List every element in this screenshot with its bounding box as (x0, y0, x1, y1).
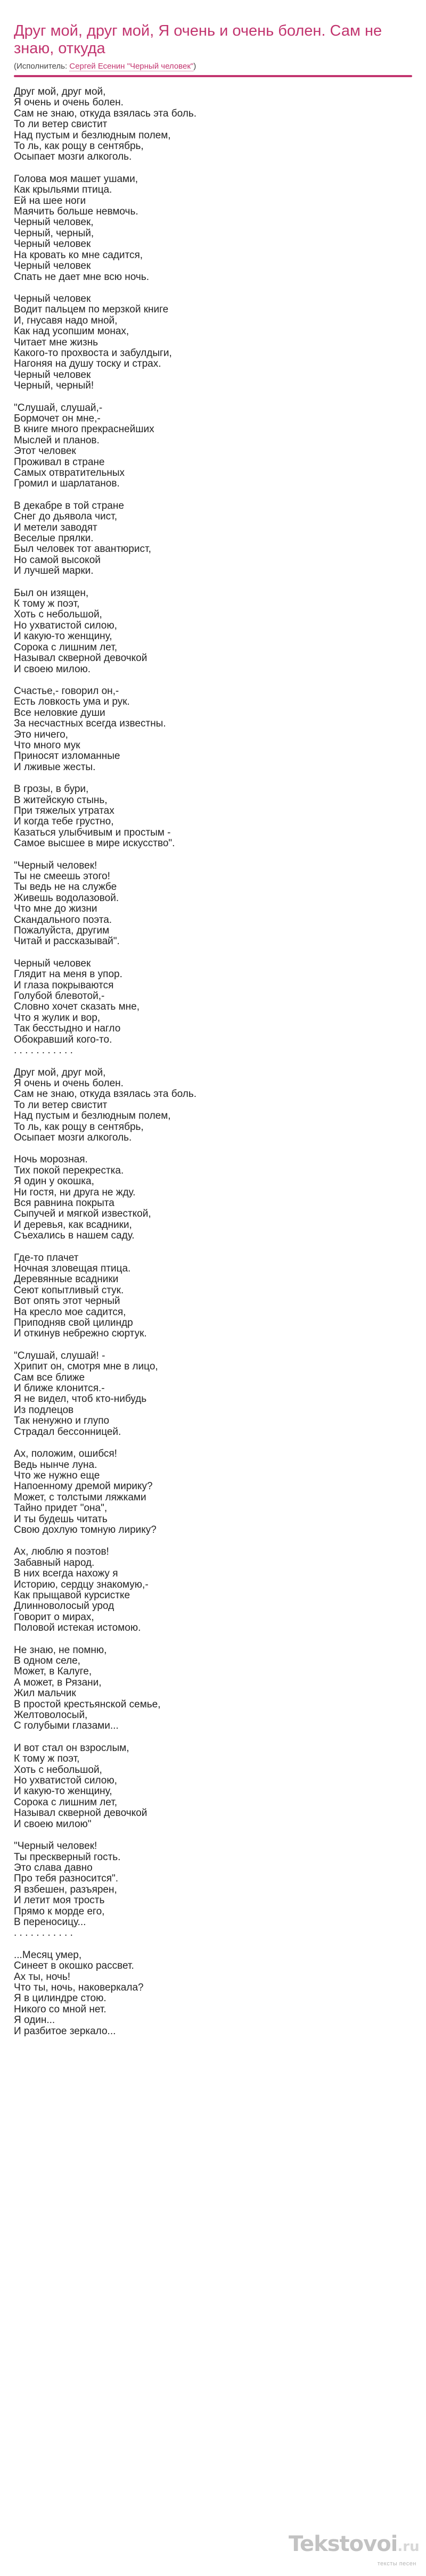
lyrics-line: Ах, люблю я поэтов! (14, 1546, 109, 1558)
lyrics-line: Друг мой, друг мой, (14, 86, 106, 97)
lyrics-line: ...Месяц умер, (14, 1949, 82, 1961)
lyrics-line: Может, в Калуге, (14, 1666, 92, 1678)
lyrics-line: Хоть с небольшой, (14, 1764, 102, 1776)
lyrics-line: Тих покой перекрестка. (14, 1165, 124, 1176)
lyrics-line: И какую-то женщину, (14, 631, 112, 642)
lyrics-line: Так ненужно и глупо (14, 1415, 110, 1427)
site-logo[interactable] (289, 2531, 420, 2571)
lyrics-line: Над пустым и безлюдным полем, (14, 1110, 171, 1122)
lyrics-stanza (14, 294, 412, 392)
lyrics-line: Ах ты, ночь! (14, 1971, 71, 1983)
lyrics-line: За несчастных всегда известны. (14, 718, 166, 730)
lyrics-line: Приносят изломанные (14, 750, 120, 762)
lyrics-line: А может, в Рязани, (14, 1677, 102, 1688)
logo-tld: .ru (397, 2539, 420, 2555)
lyrics-line: Мыслей и планов. (14, 434, 100, 446)
lyrics-line: Так бесстыдно и нагло (14, 1023, 121, 1035)
logo-name: Tekstovoi (289, 2532, 398, 2556)
lyrics-line: Сорока с лишним лет, (14, 641, 118, 653)
performer-link[interactable]: Сергей Есенин "Черный человек" (69, 62, 194, 71)
lyrics-line: Что же нужно еще (14, 1469, 100, 1481)
lyrics-line: Веселые прялки. (14, 533, 94, 544)
lyrics-line: Про тебя разносится". (14, 1873, 119, 1885)
lyrics-line: Глядит на меня в упор. (14, 969, 122, 980)
lyrics-line: Сам не знаю, откуда взялась эта боль. (14, 108, 197, 119)
lyrics-line: Черный, черный! (14, 380, 94, 392)
lyrics-line: Сыпучей и мягкой известкой, (14, 1208, 151, 1220)
lyrics-line: То ль, как рощу в сентябрь, (14, 1121, 144, 1133)
lyrics-line: Сам не знаю, откуда взялась эта боль. (14, 1088, 197, 1100)
lyrics-line: Все неловкие души (14, 707, 105, 719)
page-header (0, 0, 426, 71)
lyrics-line: И своею милою" (14, 1818, 92, 1830)
lyrics-line: И разбитое зеркало... (14, 2025, 116, 2037)
lyrics-line: Сеют копытливый стук. (14, 1284, 124, 1296)
lyrics-stanza (14, 686, 412, 773)
lyrics-line: Снег до дьявола чист, (14, 511, 118, 523)
lyrics-line: Но ухватистой силою, (14, 620, 117, 631)
lyrics-line: Обокравший кого-то. (14, 1034, 112, 1045)
lyrics-line: В простой крестьянской семье, (14, 1698, 161, 1710)
lyrics-line: И когда тебе грустно, (14, 816, 114, 828)
lyrics-stanza (14, 174, 412, 283)
lyrics-line: Страдал бессонницей. (14, 1426, 121, 1438)
lyrics-line: То ль, как рощу в сентябрь, (14, 141, 144, 152)
lyrics-line: "Черный человек! (14, 860, 97, 871)
lyrics-line: Ты не смеешь этого! (14, 871, 110, 882)
lyrics-line: Черный человек, (14, 217, 94, 228)
lyrics-stanza (14, 861, 412, 947)
lyrics-line: Проживал в стране (14, 456, 105, 468)
lyrics-line: Я в цилиндре стою. (14, 1993, 106, 2004)
lyrics-line: Это ничего, (14, 729, 68, 740)
lyrics-line: Сам все ближе (14, 1372, 85, 1383)
lyrics-line: Над пустым и безлюдным полем, (14, 129, 171, 141)
lyrics-line: Что мне до жизни (14, 903, 97, 915)
lyrics-line: Казаться улыбчивым и простым - (14, 827, 171, 838)
lyrics-stanza (14, 1154, 412, 1241)
lyrics-line: Я один... (14, 2014, 55, 2026)
lyrics-line: Счастье,- говорил он,- (14, 685, 119, 697)
lyrics-stanza (14, 1068, 412, 1144)
lyrics-line: Ведь нынче луна. (14, 1459, 97, 1471)
lyrics-line: Как крыльями птица. (14, 184, 112, 196)
lyrics-line: И ближе клонится.- (14, 1383, 105, 1394)
lyrics-stanza (14, 1449, 412, 1535)
lyrics-stanza (14, 1841, 412, 1939)
lyrics-line: Из подлецов (14, 1404, 74, 1416)
lyrics-line: И своею милою. (14, 663, 91, 675)
lyrics-line: И глаза покрываются (14, 979, 114, 991)
logo-wordmark (289, 2531, 420, 2560)
lyrics-line: Читай и рассказывай". (14, 936, 120, 947)
lyrics-stanza (14, 1547, 412, 1633)
lyrics-stanza (14, 1743, 412, 1830)
lyrics-line: И вот стал он взрослым, (14, 1742, 129, 1754)
lyrics-line: Ей на шее ноги (14, 195, 86, 207)
lyrics-line: Ты прескверный гость. (14, 1851, 121, 1863)
lyrics-line: Маячить больше невмочь. (14, 206, 138, 218)
lyrics-line: И деревья, как всадники, (14, 1219, 132, 1231)
lyrics-line: Ах, положим, ошибся! (14, 1448, 117, 1460)
lyrics-line: Вся равнина покрыта (14, 1197, 114, 1209)
lyrics-line: В одном селе, (14, 1655, 80, 1666)
lyrics-line: Самых отвратительных (14, 467, 125, 478)
lyrics-line: "Черный человек! (14, 1840, 97, 1852)
lyrics-line: Бормочет он мне,- (14, 412, 101, 424)
lyrics-line: Деревянные всадники (14, 1274, 119, 1285)
lyrics-line: И метели заводят (14, 522, 97, 533)
lyrics-line: И откинув небрежно сюртук. (14, 1328, 147, 1340)
lyrics-line: Забавный народ. (14, 1557, 95, 1568)
lyrics-line: Ни гостя, ни друга не жду. (14, 1186, 136, 1198)
lyrics-line: Голова моя машет ушами, (14, 173, 138, 185)
lyrics-line: Называл скверной девочкой (14, 653, 148, 664)
lyrics-line: И летит моя трость (14, 1895, 105, 1906)
lyrics-line: Скандального поэта. (14, 914, 112, 926)
lyrics-line: Читает мне жизнь (14, 336, 99, 348)
lyrics-line: Осыпает мозги алкоголь. (14, 151, 132, 163)
lyrics-line: Черный человек (14, 260, 91, 272)
lyrics-line: Не знаю, не помню, (14, 1644, 107, 1656)
lyrics-line: Черный, черный, (14, 227, 94, 239)
lyrics-stanza (14, 959, 412, 1056)
lyrics-line: В книге много прекраснейших (14, 424, 154, 435)
lyrics-line: При тяжелых утратах (14, 805, 114, 816)
lyrics-line: В житейскую стынь, (14, 794, 108, 806)
lyrics-line: Сорока с лишним лет, (14, 1796, 118, 1808)
lyrics-line: То ли ветер свистит (14, 119, 108, 130)
song-title: Друг мой, друг мой, Я очень и очень болен. Сам не знаю, откуда (14, 22, 382, 57)
lyrics-line: Ночь морозная. (14, 1154, 88, 1166)
lyrics-line: Я не видел, чтоб кто-нибудь (14, 1393, 147, 1405)
lyrics-line: Спать не дает мне всю ночь. (14, 271, 149, 283)
logo-tagline: тексты песен (377, 2561, 416, 2567)
lyrics-line: Словно хочет сказать мне, (14, 1001, 140, 1013)
lyrics-line: Но самой высокой (14, 554, 101, 566)
lyrics-line: Есть ловкость ума и рук. (14, 696, 130, 708)
lyrics-line: Свою дохлую томную лирику? (14, 1524, 157, 1535)
lyrics-stanza (14, 1253, 412, 1340)
lyrics-line: Пожалуйста, другим (14, 925, 110, 937)
lyrics-line: Осыпает мозги алкоголь. (14, 1132, 132, 1143)
lyrics-line: Желтоволосый, (14, 1710, 88, 1721)
lyrics-line: Был он изящен, (14, 587, 89, 599)
lyrics-line: Это слава давно (14, 1862, 93, 1873)
lyrics-line: Водит пальцем по мерзкой книге (14, 304, 169, 316)
lyrics-stanza (14, 588, 412, 675)
lyrics-line: "Слушай, слушай,- (14, 402, 103, 414)
lyrics-line: Что я жулик и вор, (14, 1012, 101, 1023)
lyrics-line: Как прыщавой курсистке (14, 1589, 130, 1601)
lyrics-line: . . . . . . . . . . . (14, 1927, 73, 1939)
lyrics-line: . . . . . . . . . . . (14, 1045, 73, 1056)
lyrics-line: Что много мук (14, 739, 80, 751)
lyrics-line: "Слушай, слушай! - (14, 1350, 105, 1361)
lyrics-body (0, 77, 426, 2037)
lyrics-line: К тому ж поэт, (14, 1753, 80, 1765)
lyrics-line: И лживые жесты. (14, 761, 96, 773)
lyrics-line: К тому ж поэт, (14, 598, 80, 610)
lyrics-stanza (14, 87, 412, 163)
lyrics-line: В них всегда нахожу я (14, 1568, 118, 1580)
lyrics-line: Я взбешен, разъярен, (14, 1884, 117, 1895)
lyrics-line: Я очень и очень болен. (14, 1077, 124, 1089)
lyrics-line: С голубыми глазами... (14, 1720, 119, 1732)
lyrics-stanza (14, 501, 412, 577)
lyrics-line: Называл скверной девочкой (14, 1807, 148, 1819)
lyrics-stanza (14, 1351, 412, 1438)
lyrics-line: Черный человек (14, 293, 91, 304)
lyrics-line: Был человек тот авантюрист, (14, 543, 151, 555)
lyrics-line: Какого-то прохвоста и забулдыги, (14, 347, 172, 359)
performer-label: Исполнитель: (17, 62, 68, 71)
lyrics-line: Жил мальчик (14, 1688, 76, 1699)
lyrics-line: Что ты, ночь, наковеркала? (14, 1981, 144, 1993)
lyrics-line: Приподняв свой цилиндр (14, 1317, 133, 1329)
lyrics-line: Я один у окошка, (14, 1176, 94, 1187)
lyrics-line: Этот человек (14, 445, 76, 457)
lyrics-line: Друг мой, друг мой, (14, 1067, 106, 1078)
lyrics-line: На кровать ко мне садится, (14, 249, 143, 261)
lyrics-line: Половой истекая истомою. (14, 1622, 141, 1634)
lyrics-line: Черный человек (14, 238, 91, 250)
lyrics-stanza (14, 1950, 412, 2037)
lyrics-line: Где-то плачет (14, 1252, 79, 1264)
lyrics-line: Может, с толстыми ляжками (14, 1491, 146, 1503)
lyrics-line: Ночная зловещая птица. (14, 1263, 131, 1274)
lyrics-line: Нагоняя на душу тоску и страх. (14, 358, 161, 370)
lyrics-line: Синеет в окошко рассвет. (14, 1960, 134, 1972)
lyrics-line: И лучшей марки. (14, 565, 94, 577)
lyrics-stanza (14, 403, 412, 490)
lyrics-line: В переносицу... (14, 1916, 86, 1928)
lyrics-line: В декабре в той стране (14, 500, 124, 511)
lyrics-line: И ты будешь читать (14, 1513, 108, 1525)
lyrics-line: Тайно придет "она", (14, 1502, 108, 1514)
lyrics-line: То ли ветер свистит (14, 1099, 108, 1111)
lyrics-line: Живешь водолазовой. (14, 892, 119, 904)
lyrics-line: В грозы, в бури, (14, 783, 89, 795)
performer-line: (Исполнитель: Сергей Есенин "Черный человек") (14, 62, 196, 71)
lyrics-line: Длинноволосый урод (14, 1600, 114, 1612)
lyrics-line: Говорит о мирах, (14, 1611, 94, 1623)
lyrics-line: Хрипит он, смотря мне в лицо, (14, 1361, 158, 1373)
lyrics-line: Черный человек (14, 369, 91, 381)
lyrics-line: Но ухватистой силою, (14, 1775, 117, 1787)
lyrics-line: И какую-то женщину, (14, 1786, 112, 1797)
lyrics-line: Прямо к морде его, (14, 1905, 105, 1917)
lyrics-stanza (14, 1645, 412, 1732)
lyrics-stanza (14, 784, 412, 849)
lyrics-line: Голубой блевотой,- (14, 990, 105, 1002)
lyrics-line: Ты ведь не на службе (14, 881, 117, 893)
lyrics-line: Историю, сердцу знакомую,- (14, 1579, 149, 1590)
lyrics-line: Вот опять этот черный (14, 1295, 120, 1307)
lyrics-line: Громил и шарлатанов. (14, 478, 120, 490)
lyrics-line: Съехались в нашем саду. (14, 1230, 135, 1242)
lyrics-line: Хоть с небольшой, (14, 609, 102, 621)
lyrics-line: Как над усопшим монах, (14, 326, 129, 337)
lyrics-line: Самое высшее в мире искусство". (14, 838, 175, 849)
lyrics-line: Никого со мной нет. (14, 2003, 106, 2015)
lyrics-line: Напоенному дремой мирику? (14, 1481, 153, 1492)
lyrics-line: Я очень и очень болен. (14, 97, 124, 109)
lyrics-line: И, гнусавя надо мной, (14, 315, 118, 326)
lyrics-line: На кресло мое садится, (14, 1306, 126, 1318)
lyrics-line: Черный человек (14, 957, 91, 969)
